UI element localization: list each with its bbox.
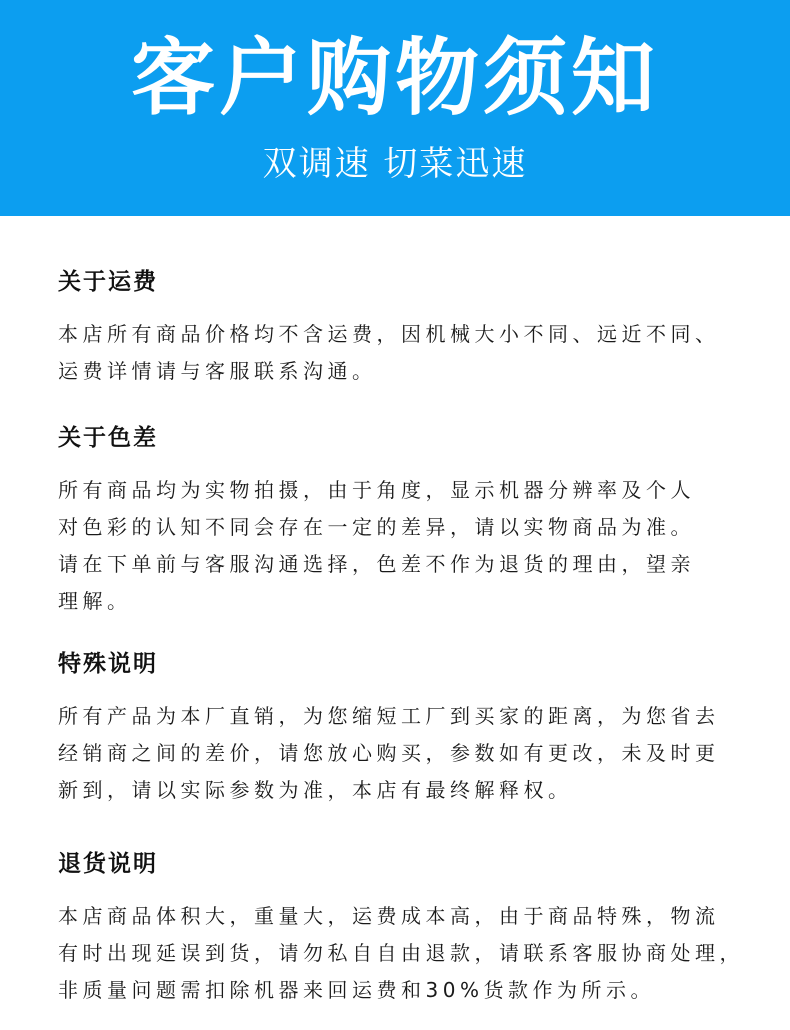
body-line: 非质量问题需扣除机器来回运费和30%货款作为所示。 bbox=[58, 978, 655, 1002]
section-returns bbox=[58, 848, 758, 1009]
body-line: 运费详情请与客服联系沟通。 bbox=[58, 359, 377, 383]
page-subtitle: 双调速 切菜迅速 bbox=[262, 144, 528, 184]
body-line: 本店商品体积大，重量大，运费成本高，由于商品特殊，物流 bbox=[58, 904, 720, 928]
section-heading-returns: 退货说明 bbox=[58, 851, 158, 877]
header-banner bbox=[0, 0, 790, 216]
section-color-difference bbox=[58, 422, 758, 620]
body-line: 请在下单前与客服沟通选择，色差不作为退货的理由，望亲 bbox=[58, 552, 695, 576]
body-line: 有时出现延误到货，请勿私自自由退款，请联系客服协商处理， bbox=[58, 941, 744, 965]
body-line: 对色彩的认知不同会存在一定的差异，请以实物商品为准。 bbox=[58, 515, 695, 539]
body-line: 理解。 bbox=[58, 589, 132, 613]
section-heading-color-difference: 关于色差 bbox=[58, 425, 158, 451]
section-special-notes bbox=[58, 648, 758, 809]
page-title: 客户购物须知 bbox=[130, 29, 659, 127]
body-line: 所有产品为本厂直销，为您缩短工厂到买家的距离，为您省去 bbox=[58, 704, 720, 728]
body-line: 新到，请以实际参数为准，本店有最终解释权。 bbox=[58, 778, 573, 802]
section-body-color-difference bbox=[58, 472, 758, 620]
body-line: 所有商品均为实物拍摄，由于角度，显示机器分辨率及个人 bbox=[58, 478, 695, 502]
section-shipping bbox=[58, 266, 758, 390]
section-body-special-notes bbox=[58, 698, 758, 809]
section-heading-special-notes: 特殊说明 bbox=[58, 651, 158, 677]
body-line: 经销商之间的差价，请您放心购买，参数如有更改，未及时更 bbox=[58, 741, 720, 765]
section-body-returns bbox=[58, 898, 758, 1009]
section-heading-shipping: 关于运费 bbox=[58, 269, 158, 295]
section-body-shipping bbox=[58, 316, 758, 390]
body-line: 本店所有商品价格均不含运费，因机械大小不同、远近不同、 bbox=[58, 322, 720, 346]
